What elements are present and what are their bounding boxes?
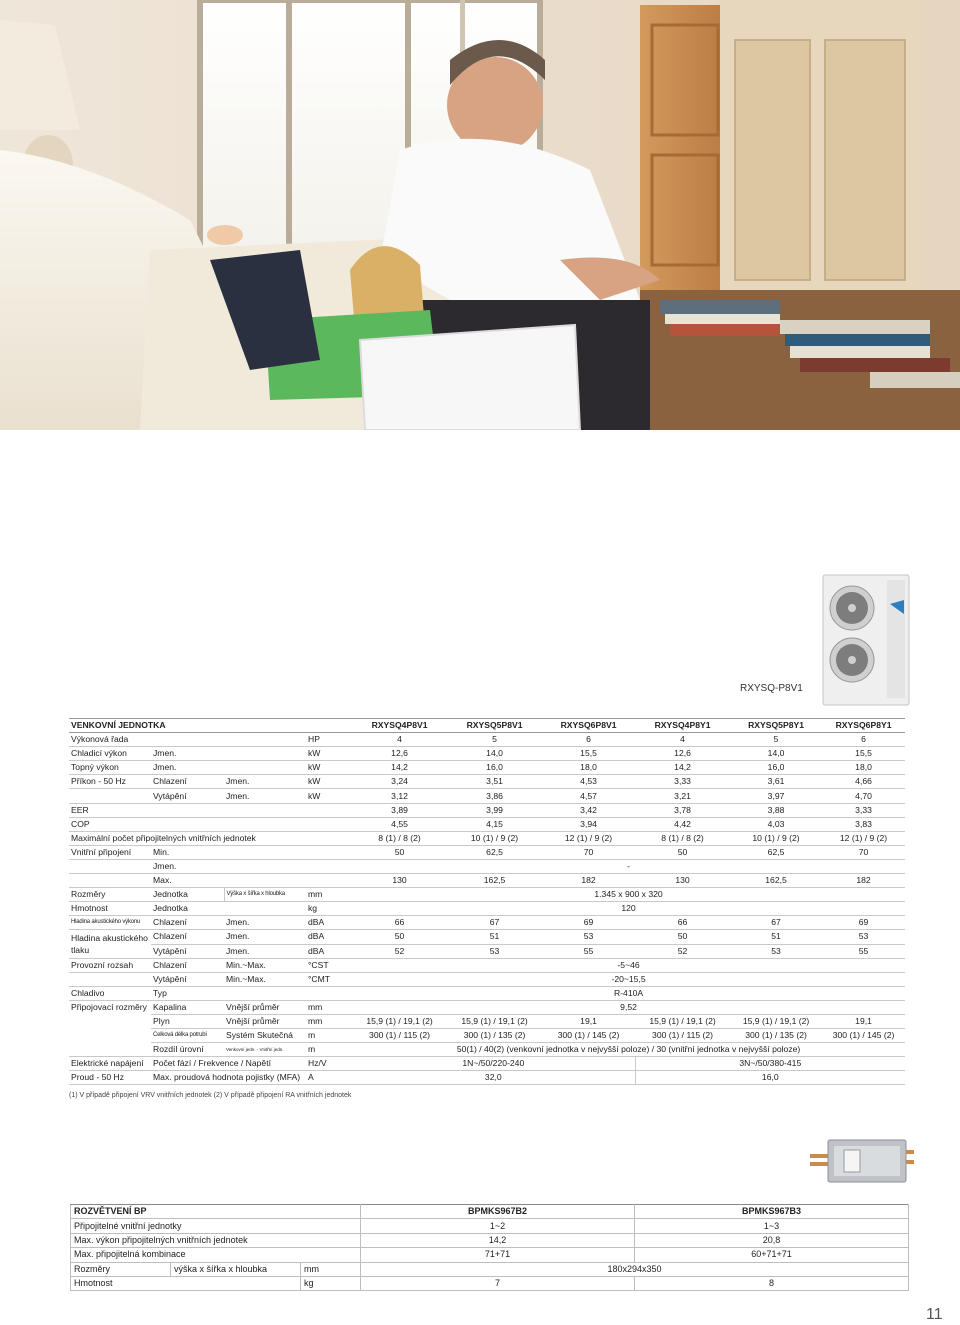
row-sublabel: Jmen.	[226, 776, 250, 787]
cell: 60+71+71	[635, 1248, 909, 1262]
cell: 53	[858, 931, 869, 942]
spec-header-model: RXYSQ5P8V1	[466, 720, 523, 731]
cell: 120	[621, 903, 636, 914]
cell: 4,03	[767, 818, 785, 829]
cell: 69	[583, 917, 594, 928]
row-sublabel: Jmen.	[153, 748, 177, 759]
cell: 16,0	[767, 762, 785, 773]
row-sublabel: Plyn	[153, 1016, 170, 1027]
cell: 3,88	[767, 804, 785, 815]
row-unit: mm	[308, 1001, 323, 1012]
table-row	[71, 1219, 909, 1233]
row-unit: kW	[308, 762, 321, 773]
row-unit: mm	[308, 1016, 323, 1027]
row-unit: dBA	[308, 945, 325, 956]
cell: 14,2	[391, 762, 408, 773]
cell: 4,57	[580, 790, 597, 801]
row-sublabel-system: Systém	[226, 1030, 255, 1041]
table-row	[69, 1014, 905, 1028]
row-unit: Hz/V	[308, 1058, 327, 1069]
bp-header-model: BPMKS967B2	[361, 1205, 635, 1219]
cell: 70	[583, 846, 594, 857]
cell: 15,9 (1) / 19,1 (2)	[742, 1016, 810, 1027]
cell: 4,53	[580, 776, 597, 787]
cell: 1.345 x 900 x 320	[594, 889, 663, 900]
cell: 3,86	[486, 790, 503, 801]
footnote: (1) V případě připojení VRV vnitřních jednotek (2) V případě připojení RA vnitřních jednotek	[69, 1092, 352, 1099]
cell: 4	[397, 734, 402, 745]
cell: 182	[856, 875, 871, 886]
row-label: Elektrické napájení	[71, 1058, 144, 1069]
spec-header-model: RXYSQ4P8Y1	[654, 720, 711, 731]
cell: 300 (1) / 145 (2)	[832, 1030, 895, 1041]
table-row	[69, 761, 905, 775]
row-sublabel: Počet fází / Frekvence / Napětí	[153, 1058, 271, 1069]
row-label: Připojovací rozměry	[71, 1001, 147, 1012]
cell: -	[627, 860, 630, 871]
cell: R-410A	[613, 987, 644, 998]
cell: 55	[583, 945, 594, 956]
cell: 50	[394, 931, 405, 942]
table-row	[69, 958, 905, 972]
table-row	[69, 972, 905, 986]
row-label: Max. výkon připojitelných vnitřních jednotek	[71, 1233, 361, 1247]
spec-header-model: RXYSQ5P8Y1	[748, 720, 804, 731]
cell: 3,61	[767, 776, 785, 787]
spec-header-model: RXYSQ6P8Y1	[835, 720, 892, 731]
table-row	[69, 789, 905, 803]
table-row	[71, 1248, 909, 1262]
cell: 7	[361, 1276, 635, 1290]
cell: 3,89	[391, 804, 408, 815]
cell: 182	[581, 875, 596, 886]
cell: 16,0	[486, 762, 503, 773]
row-unit: dBA	[308, 917, 325, 928]
cell: 19,1	[580, 1016, 597, 1027]
cell: 3,24	[391, 776, 408, 787]
row-sublabel: Vytápění	[153, 945, 187, 956]
cell: 6	[586, 734, 591, 745]
row-sublabel: Kapalina	[153, 1001, 187, 1012]
cell: 1~3	[635, 1219, 909, 1233]
cell: 12,6	[391, 748, 408, 759]
table-row	[69, 831, 905, 845]
cell: 71+71	[361, 1248, 635, 1262]
cell: 15,5	[580, 748, 597, 759]
cell: 70	[858, 846, 869, 857]
row-sublabel: Chlazení	[153, 931, 187, 942]
row-label: Hmotnost	[71, 903, 108, 914]
cell: 8 (1) / 8 (2)	[661, 832, 704, 843]
row-label: Příkon - 50 Hz	[71, 776, 126, 787]
cell: 15,9 (1) / 19,1 (2)	[366, 1016, 433, 1027]
row-sublabel: výška x šířka x hloubka	[171, 1262, 301, 1276]
row-unit: kg	[308, 903, 318, 914]
cell: 12,6	[674, 748, 691, 759]
row-unit: °CMT	[308, 973, 331, 984]
row-sublabel: Jmen.	[153, 762, 177, 773]
table-row	[69, 874, 905, 888]
cell: 50	[677, 846, 688, 857]
cell: 130	[675, 875, 690, 886]
cell: 14,2	[674, 762, 691, 773]
table-row	[69, 944, 905, 958]
cell: 1~2	[361, 1219, 635, 1233]
cell: 19,1	[855, 1016, 872, 1027]
table-row	[69, 916, 905, 930]
row-unit: HP	[308, 734, 320, 745]
cell: 55	[858, 945, 869, 956]
cell: 3,33	[855, 804, 872, 815]
row-unit: mm	[301, 1262, 361, 1276]
cell: 52	[394, 945, 405, 956]
row-unit: kW	[308, 776, 321, 787]
outdoor-unit-image	[822, 574, 910, 706]
row-label	[69, 789, 151, 803]
row-sublabel: Chlazení	[153, 776, 187, 787]
family-living-room-illustration	[0, 0, 960, 430]
row-sublabel: Typ	[153, 987, 167, 998]
cell: 3,94	[580, 818, 597, 829]
cell: 14,0	[767, 748, 785, 759]
cell: 15,9 (1) / 19,1 (2)	[649, 1016, 716, 1027]
row-label: Max. připojitelná kombinace	[71, 1248, 361, 1262]
row-label: COP	[71, 818, 90, 829]
row-label: Topný výkon	[71, 762, 119, 773]
row-sublabel: Min.	[153, 846, 170, 857]
table-row	[69, 1057, 905, 1071]
cell: 3,97	[767, 790, 785, 801]
cell: 53	[583, 931, 594, 942]
row-unit: kg	[301, 1276, 361, 1290]
cell: 4,55	[391, 818, 408, 829]
row-label: Proud - 50 Hz	[71, 1072, 125, 1083]
cell: 51	[489, 931, 500, 942]
cell: -5~46	[617, 959, 640, 970]
table-row	[69, 1000, 905, 1014]
cell: 300 (1) / 135 (2)	[745, 1030, 807, 1041]
row-sublabel-actual: Skutečná	[257, 1030, 293, 1041]
cell: 3N~/50/380-415	[635, 1057, 905, 1071]
table-row	[69, 1043, 905, 1057]
cell: 53	[771, 945, 781, 956]
row-label: Hladina akustického výkonu	[71, 919, 141, 926]
row-unit: kW	[308, 790, 321, 801]
table-row	[69, 888, 905, 902]
cell: 3,78	[674, 804, 691, 815]
table-row	[69, 817, 905, 831]
table-row	[69, 775, 905, 789]
cell: 50(1) / 40(2) (venkovní jednotka v nejvyšší poloze) / 30 (vnitřní jednotka v nejvyšší poloze)	[456, 1044, 801, 1055]
cell: 5	[492, 734, 497, 745]
cell: 66	[677, 917, 688, 928]
table-row	[71, 1233, 909, 1247]
row-sublabel: Jmen.	[153, 860, 177, 871]
table-row	[69, 845, 905, 859]
table-row	[69, 1071, 905, 1085]
row-sublabel: Chlazení	[153, 959, 187, 970]
cell: 16,0	[635, 1071, 905, 1085]
cell: 300 (1) / 115 (2)	[652, 1030, 714, 1041]
cell: 62,5	[767, 846, 785, 857]
spec-header-model: RXYSQ6P8V1	[560, 720, 617, 731]
row-unit: °CST	[308, 959, 329, 970]
spec-header-label: VENKOVNÍ JEDNOTKA	[71, 720, 166, 731]
cell: 18,0	[855, 762, 872, 773]
cell: 32,0	[484, 1072, 502, 1083]
cell: 9,52	[620, 1001, 637, 1012]
cell: 180x294x350	[361, 1262, 909, 1276]
row-unit: kW	[308, 748, 321, 759]
spec-header-model: RXYSQ4P8V1	[371, 720, 428, 731]
cell: 10 (1) / 9 (2)	[752, 832, 800, 843]
row-sublabel: Jednotka	[153, 889, 188, 900]
row-sublabel: Celková délka potrubí	[153, 1032, 207, 1039]
row-sublabel: Vnější průměr	[226, 1001, 280, 1012]
row-label: Rozměry	[71, 889, 106, 900]
cell: 20,8	[635, 1233, 909, 1247]
table-row	[69, 803, 905, 817]
hero-photo	[0, 0, 960, 430]
row-unit: m	[308, 1030, 316, 1041]
cell: 3,12	[391, 790, 408, 801]
row-sublabel: Jmen.	[226, 917, 250, 928]
row-label: Připojitelné vnitřní jednotky	[71, 1219, 361, 1233]
cell: 300 (1) / 145 (2)	[557, 1030, 620, 1041]
cell: 15,9 (1) / 19,1 (2)	[461, 1016, 528, 1027]
cell: 62,5	[486, 846, 503, 857]
row-label: Vnitřní připojení	[71, 846, 132, 857]
cell: 300 (1) / 135 (2)	[463, 1030, 526, 1041]
cell: 3,33	[674, 776, 691, 787]
cell: 162,5	[483, 875, 506, 886]
row-label: Rozměry	[71, 1262, 171, 1276]
table-row	[71, 1276, 909, 1290]
row-label: Hladina akustického tlaku	[71, 933, 148, 955]
row-unit: A	[308, 1072, 314, 1083]
row-sublabel: Vnější průměr	[226, 1016, 280, 1027]
row-unit: dBA	[308, 931, 325, 942]
spec-header-row	[69, 719, 905, 733]
row-sublabel: Jmen.	[226, 790, 250, 801]
table-row	[71, 1262, 909, 1276]
row-sublabel: Vytápění	[153, 790, 187, 801]
row-unit: m	[308, 1044, 316, 1055]
cell: 12 (1) / 9 (2)	[564, 832, 613, 843]
row-sublabel: Jmen.	[226, 931, 250, 942]
row-sublabel: Max. proudová hodnota pojistky (MFA)	[153, 1072, 301, 1083]
row-sublabel: Min.~Max.	[226, 959, 266, 970]
cell: 10 (1) / 9 (2)	[470, 832, 519, 843]
cell: 67	[771, 917, 781, 928]
row-sublabel	[224, 1029, 306, 1043]
row-sublabel: Venkovní jedn. - Vnitřní jedn.	[226, 1047, 284, 1053]
outdoor-unit-caption: RXYSQ-P8V1	[740, 683, 803, 694]
cell: 18,0	[580, 762, 597, 773]
cell: 6	[861, 734, 866, 745]
row-sublabel: Jmen.	[226, 945, 250, 956]
table-row	[69, 747, 905, 761]
bp-header-model: BPMKS967B3	[635, 1205, 909, 1219]
row-label: Výkonová řada	[71, 734, 129, 745]
row-sublabel: Chlazení	[153, 917, 187, 928]
cell: 4,42	[674, 818, 691, 829]
cell: 53	[489, 945, 500, 956]
row-label	[69, 972, 151, 986]
cell: 8 (1) / 8 (2)	[378, 832, 421, 843]
cell: 4	[680, 734, 685, 745]
cell: 14,2	[361, 1233, 635, 1247]
cell: 4,66	[855, 776, 872, 787]
row-label: Provozní rozsah	[71, 959, 134, 970]
table-row	[69, 930, 905, 944]
cell: 3,83	[855, 818, 872, 829]
cell: 8	[635, 1276, 909, 1290]
cell: 69	[858, 917, 869, 928]
row-label: Hmotnost	[71, 1276, 301, 1290]
row-label: Chladicí výkon	[71, 748, 127, 759]
row-sublabel: Vytápění	[153, 973, 187, 984]
cell: 4,70	[855, 790, 872, 801]
bp-unit-image	[808, 1132, 916, 1188]
cell: 50	[677, 931, 688, 942]
cell: 15,5	[855, 748, 872, 759]
cell: 67	[489, 917, 500, 928]
row-sublabel: Min.~Max.	[226, 973, 266, 984]
cell: 51	[771, 931, 781, 942]
row-unit: mm	[308, 889, 323, 900]
row-label	[69, 859, 151, 873]
page-number: 11	[926, 1306, 943, 1323]
cell: 3,51	[486, 776, 503, 787]
cell: 3,99	[486, 804, 503, 815]
row-label: EER	[71, 804, 89, 815]
cell: 300 (1) / 115 (2)	[369, 1030, 431, 1041]
table-row	[69, 986, 905, 1000]
bp-branch-table	[70, 1204, 909, 1291]
bp-header-row	[71, 1205, 909, 1219]
cell: 130	[392, 875, 407, 886]
cell: 3,21	[674, 790, 691, 801]
cell: 5	[773, 734, 779, 745]
table-row	[69, 859, 905, 873]
cell: 66	[394, 917, 405, 928]
cell: 14,0	[486, 748, 503, 759]
row-sublabel: Výška x šířka x hloubka	[224, 888, 306, 902]
cell: 1N~/50/220-240	[462, 1058, 525, 1069]
table-row	[69, 1029, 905, 1043]
row-label: Maximální počet připojitelných vnitřních jednotek	[71, 832, 256, 843]
table-row	[69, 902, 905, 916]
row-sublabel: Jednotka	[153, 903, 188, 914]
bp-header-label: ROZVĚTVENÍ BP	[71, 1205, 361, 1219]
cell: 50	[394, 846, 405, 857]
cell: 12 (1) / 9 (2)	[839, 832, 888, 843]
row-sublabel: Rozdíl úrovní	[153, 1044, 204, 1055]
row-label: Chladivo	[71, 987, 105, 998]
cell: 4,15	[486, 818, 503, 829]
cell: 162,5	[765, 875, 787, 886]
cell: 3,42	[580, 804, 597, 815]
outdoor-unit-spec-table	[69, 718, 905, 1085]
row-sublabel: Max.	[153, 875, 172, 886]
row-label	[69, 874, 151, 888]
cell: -20~15,5	[611, 973, 646, 984]
table-row	[69, 733, 905, 747]
cell: 52	[677, 945, 688, 956]
